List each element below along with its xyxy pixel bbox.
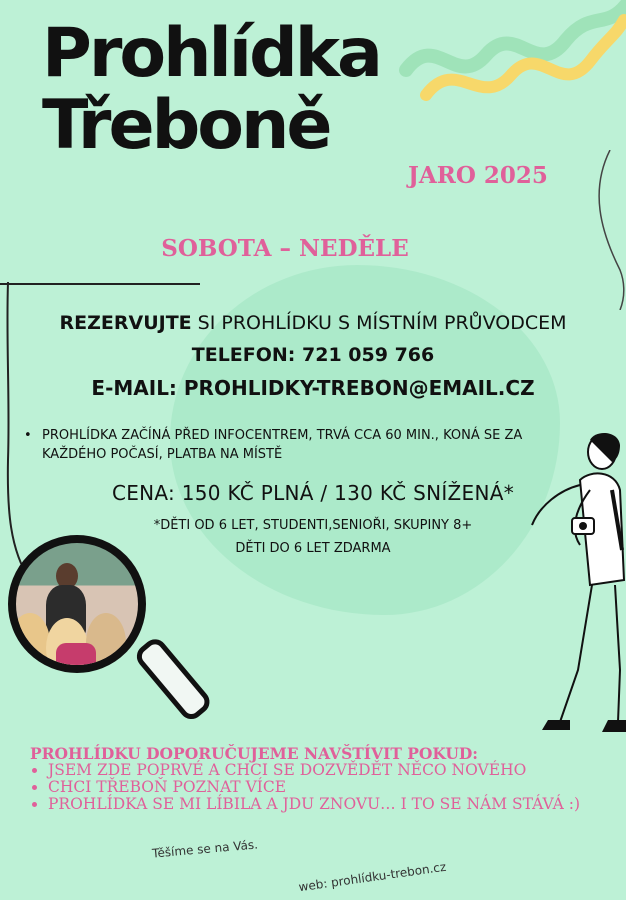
visitor-shirt	[56, 643, 96, 673]
recommendation-section	[30, 745, 590, 813]
price-note-1: *DĚTI OD 6 LET, STUDENTI,SENIOŘI, SKUPINY 8+	[153, 518, 473, 533]
magnifier-handle	[132, 634, 214, 724]
squiggle-decoration	[396, 0, 626, 110]
bullet: •	[24, 428, 32, 443]
list-item: • PROHLÍDKA SE MI LÍBILA A JDU ZNOVU… I TO SE NÁM STÁVÁ :)	[48, 796, 590, 813]
page-title	[42, 14, 380, 165]
recommendation-heading: PROHLÍDKU DOPORUČUJEME NAVŠTÍVIT POKUD:	[30, 744, 479, 763]
days-label: SOBOTA – NEDĚLE	[161, 235, 409, 262]
recommendation-list	[30, 762, 590, 813]
signature-text: Těšíme se na Vás.	[151, 837, 259, 861]
walking-person-illustration	[520, 430, 626, 740]
reserve-bold: REZERVUJTE	[59, 312, 192, 334]
visitor-1	[10, 613, 50, 673]
reservation-line	[0, 312, 626, 334]
reserve-rest: SI PROHLÍDKU S MÍSTNÍM PRŮVODCEM	[191, 312, 567, 334]
curved-line-decoration	[590, 150, 626, 310]
season-label: JARO 2025	[408, 162, 548, 189]
magnifier-icon	[8, 535, 146, 673]
email-line: E-MAIL: PROHLIDKY-TREBON@EMAIL.CZ	[91, 376, 535, 400]
website-text: web: prohlídku-trebon.cz	[297, 859, 448, 895]
info-paragraph	[24, 426, 590, 464]
price-note-2: DĚTI DO 6 LET ZDARMA	[235, 541, 391, 556]
list-item: • JSEM ZDE POPRVÉ A CHCI SE DOZVĚDĚT NĚCO NOVÉHO	[48, 762, 590, 779]
title-line-1: Prohlídka	[42, 14, 380, 93]
info-text: PROHLÍDKA ZAČÍNÁ PŘED INFOCENTREM, TRVÁ CCA 60 MIN., KONÁ SE ZA KAŽDÉHO POČASÍ, PLATBA NA MÍSTĚ	[42, 428, 523, 462]
phone-line: TELEFON: 721 059 766	[191, 344, 435, 366]
list-item: • CHCI TŘEBOŇ POZNAT VÍCE	[48, 779, 590, 796]
title-line-2: Třeboně	[42, 86, 330, 165]
price-line: CENA: 150 KČ PLNÁ / 130 KČ SNÍŽENÁ*	[111, 481, 515, 505]
